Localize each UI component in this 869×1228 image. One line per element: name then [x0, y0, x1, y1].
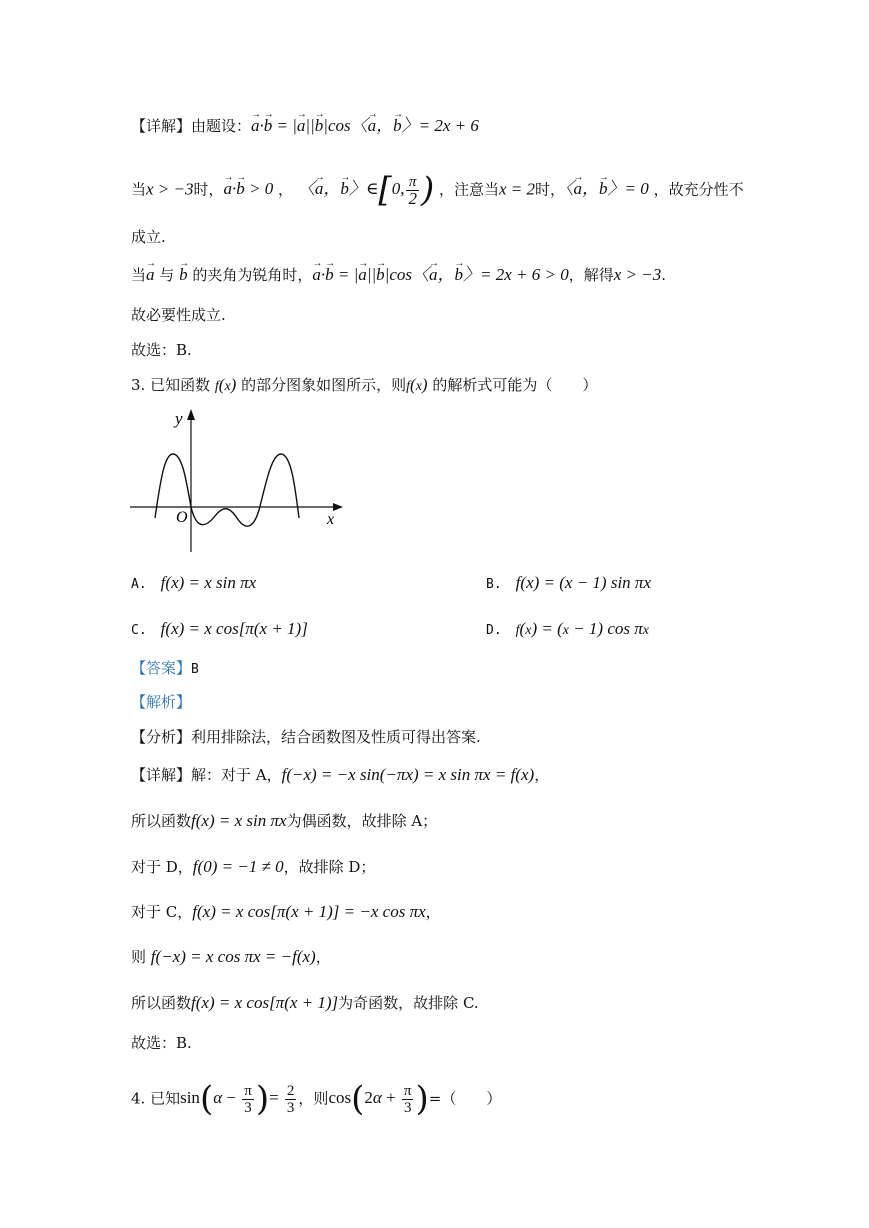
text: =（ ） — [428, 1089, 502, 1108]
analysis-label: 【解析】 — [131, 693, 192, 711]
text: 时， — [535, 180, 566, 199]
formula-dot-product: → a·→ b = |→ a||→ b|cos〈→ a，→ b〉= 2x + 6 — [251, 116, 479, 135]
formula: → a·→ b > 0 — [224, 179, 274, 198]
formula: 〈→ a，→ b〉= 0 — [565, 179, 649, 198]
detail-a-conclusion — [131, 811, 437, 831]
option-formula: f(x) = (x − 1) cos πx — [515, 619, 649, 638]
answer-label: 【答案】 — [131, 659, 192, 677]
vector-a: → a — [146, 265, 155, 285]
formula: x = 2 — [499, 179, 536, 199]
formula: 〈→ a，→ b〉∈[0, $\frac{\pi}{2}$ ) — [298, 179, 434, 198]
text: 所以函数 — [131, 994, 192, 1012]
text: ，则 — [298, 1089, 329, 1108]
formula: f(−x) = x cos πx = −f(x) — [150, 947, 316, 966]
text: 则 — [131, 948, 147, 966]
detail-line-4: 当→ a 与 → b 的夹角为锐角时，→ a·→ b = |→ a||→ b|cos〈→ a，→ b〉= 2x + 6 > 0，解得x > −3. — [131, 265, 666, 285]
text: 3. 已知函数 — [131, 376, 211, 394]
formula: f(x) = x sin πx — [191, 811, 287, 830]
option-formula: f(x) = x sin πx — [160, 573, 257, 592]
detail-line-5: 故必要性成立. — [131, 306, 226, 324]
answer-line — [131, 658, 199, 680]
x-axis-arrow — [333, 503, 343, 511]
question-3 — [131, 375, 597, 397]
formula: f(−x) = −x sin(−πx) = x sin πx = f(x) — [281, 765, 535, 784]
text: 对于 D， — [131, 858, 193, 876]
text: ，故排除 D； — [283, 858, 376, 876]
function-graph — [125, 406, 355, 556]
y-axis-label: y — [175, 409, 183, 428]
vector-b: → b — [179, 265, 188, 285]
text: 时， — [193, 180, 224, 199]
formula: → a·→ b = |→ a||→ b|cos〈→ a，→ b〉= 2x + 6 > 0 — [312, 265, 568, 284]
formula: f(x) = x cos[π(x + 1)] — [191, 993, 339, 1012]
detail-label: 【详解】由题设： — [131, 117, 252, 135]
text: ，故充分性不 — [653, 180, 744, 199]
detail-line-3: 成立. — [131, 228, 166, 246]
text: 为偶函数，故排除 A； — [286, 812, 438, 830]
detail-c-line: 对于 C，f(x) = x cos[π(x + 1)] = −x cos πx， — [131, 902, 441, 921]
text: 当 — [131, 180, 147, 199]
formula: x > −3 — [613, 265, 662, 284]
formula: f(x) — [214, 375, 237, 394]
text: 【详解】解：对于 A， — [131, 766, 282, 784]
option-a[interactable] — [131, 572, 256, 596]
detail-a-line: 【详解】解：对于 A，f(−x) = −x sin(−πx) = x sin πx = f(x)， — [131, 765, 550, 784]
option-formula: f(x) = (x − 1) sin πx — [515, 573, 651, 592]
x-axis-label: x — [327, 511, 335, 528]
detail-line-6: 故选：B. — [131, 341, 192, 359]
formula: x > −3 — [146, 179, 194, 199]
formula: f(0) = −1 ≠ 0 — [192, 857, 284, 876]
option-d[interactable] — [486, 618, 649, 642]
option-c[interactable] — [131, 618, 308, 642]
text: 4. 已知 — [131, 1089, 181, 1108]
fenxi-line: 【分析】利用排除法，结合函数图及性质可得出答案. — [131, 728, 481, 746]
formula: f(x) = x cos[π(x + 1)] = −x cos πx — [192, 902, 426, 921]
option-label: C. — [131, 623, 147, 638]
text: ，注意当 — [438, 180, 499, 199]
text: 所以函数 — [131, 812, 192, 830]
detail-line-1 — [131, 116, 479, 136]
text: 对于 C， — [131, 903, 193, 921]
detail-c-line-2: 则 f(−x) = x cos πx = −f(x)， — [131, 947, 331, 966]
detail-final: 故选：B. — [131, 1034, 192, 1052]
option-formula: f(x) = x cos[π(x + 1)] — [160, 619, 308, 638]
option-label: D. — [486, 623, 502, 638]
question-4 — [131, 1079, 502, 1120]
option-label: B. — [486, 577, 502, 592]
formula: f(x) — [406, 375, 428, 394]
formula: sin(α − $\frac{\pi}{3}$ )= $\frac{2}{3}$ — [180, 1079, 295, 1120]
origin-label: O — [176, 509, 188, 526]
detail-d-line — [131, 857, 375, 877]
text: 的部分图象如图所示，则 — [241, 376, 407, 394]
text: 的夹角为锐角时， — [192, 266, 313, 284]
detail-line-2: 当x > −3时，→ a·→ b > 0 ， 〈→ a，→ b〉∈[0, $\frac{\pi}{2}$ ) ，注意当x = 2时，〈→ a，→ b〉= 0 ，故充分性不 — [131, 174, 744, 207]
text: ，解得 — [568, 266, 614, 284]
option-b[interactable] — [486, 572, 651, 596]
y-axis-arrow — [187, 409, 195, 420]
option-label: A. — [131, 577, 147, 592]
text: 当 — [131, 266, 147, 284]
text: 的解析式可能为（ ） — [432, 376, 598, 394]
answer-value: B — [191, 662, 199, 677]
detail-c-conclusion — [131, 993, 479, 1013]
text: 与 — [159, 266, 175, 284]
text: 为奇函数，故排除 C. — [338, 994, 479, 1012]
formula: cos(2α + $\frac{\pi}{3}$ ) — [328, 1079, 429, 1120]
